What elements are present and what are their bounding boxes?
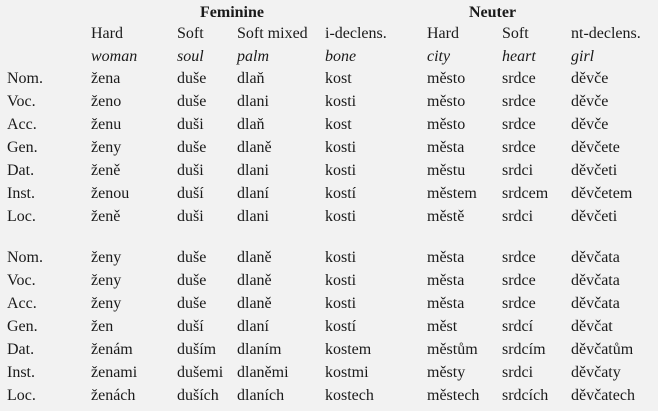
example-word-heading: bone <box>325 48 357 65</box>
plural-form-cell: duších <box>177 387 219 404</box>
singular-case-label: Voc. <box>7 93 36 110</box>
declension-type-heading: i-declens. <box>325 25 387 42</box>
singular-case-label: Dat. <box>7 162 35 179</box>
declension-type-heading: Soft <box>502 25 529 42</box>
plural-form-cell: dlaních <box>237 387 285 404</box>
group-heading-feminine: Feminine <box>200 4 264 21</box>
plural-form-cell: ženách <box>91 387 136 404</box>
singular-case-label: Inst. <box>7 185 35 202</box>
plural-form-cell: města <box>427 295 465 312</box>
plural-form-cell: duším <box>177 341 217 358</box>
singular-form-cell: město <box>427 93 466 110</box>
singular-case-label: Acc. <box>7 116 37 133</box>
singular-form-cell: ženu <box>91 116 122 133</box>
plural-case-label: Inst. <box>7 364 35 381</box>
plural-case-label: Nom. <box>7 249 43 266</box>
singular-form-cell: duší <box>177 185 204 202</box>
singular-form-cell: ženou <box>91 185 130 202</box>
plural-form-cell: městech <box>427 387 480 404</box>
plural-form-cell: duší <box>177 318 204 335</box>
singular-form-cell: srdci <box>502 162 534 179</box>
plural-form-cell: města <box>427 249 465 266</box>
example-word-heading: girl <box>571 48 595 65</box>
singular-form-cell: dlani <box>237 93 269 110</box>
plural-form-cell: ženy <box>91 295 122 312</box>
declension-type-heading: Soft mixed <box>237 25 308 42</box>
singular-form-cell: města <box>427 139 465 156</box>
example-word-heading: heart <box>502 48 536 65</box>
plural-form-cell: ženy <box>91 272 122 289</box>
plural-form-cell: dlaně <box>237 249 272 266</box>
singular-form-cell: duše <box>177 93 207 110</box>
singular-form-cell: dlaň <box>237 116 265 133</box>
singular-form-cell: kost <box>325 70 352 87</box>
singular-form-cell: dlaně <box>237 139 272 156</box>
plural-form-cell: děvčaty <box>571 364 621 381</box>
plural-form-cell: kosti <box>325 249 357 266</box>
singular-form-cell: děvčetem <box>571 185 633 202</box>
declension-type-heading: Hard <box>91 25 123 42</box>
singular-form-cell: kosti <box>325 139 357 156</box>
plural-form-cell: srdce <box>502 295 536 312</box>
singular-form-cell: městě <box>427 208 465 225</box>
plural-case-label: Gen. <box>7 318 38 335</box>
plural-form-cell: děvčata <box>571 272 620 289</box>
singular-form-cell: kosti <box>325 208 357 225</box>
plural-form-cell: děvčat <box>571 318 613 335</box>
group-heading-neuter: Neuter <box>469 4 517 21</box>
plural-form-cell: srdce <box>502 249 536 266</box>
singular-form-cell: ženě <box>91 208 121 225</box>
singular-form-cell: děvče <box>571 116 609 133</box>
plural-form-cell: kosti <box>325 272 357 289</box>
singular-form-cell: duši <box>177 208 204 225</box>
singular-case-label: Nom. <box>7 70 43 87</box>
singular-form-cell: děvče <box>571 93 609 110</box>
singular-form-cell: žena <box>91 70 121 87</box>
plural-form-cell: srdcích <box>502 387 549 404</box>
singular-form-cell: duše <box>177 70 207 87</box>
singular-form-cell: děvčeti <box>571 162 618 179</box>
singular-form-cell: kost <box>325 116 352 133</box>
singular-form-cell: srdcem <box>502 185 549 202</box>
singular-form-cell: děvče <box>571 70 609 87</box>
plural-form-cell: kostem <box>325 341 372 358</box>
singular-form-cell: srdce <box>502 116 536 133</box>
plural-form-cell: srdcí <box>502 318 534 335</box>
plural-form-cell: děvčata <box>571 249 620 266</box>
singular-form-cell: město <box>427 116 466 133</box>
plural-form-cell: duše <box>177 249 207 266</box>
plural-form-cell: duše <box>177 272 207 289</box>
plural-form-cell: dlaněmi <box>237 364 289 381</box>
singular-form-cell: dlani <box>237 208 269 225</box>
plural-form-cell: ženám <box>91 341 133 358</box>
plural-form-cell: dušemi <box>177 364 224 381</box>
plural-form-cell: děvčata <box>571 295 620 312</box>
example-word-heading: palm <box>237 48 269 65</box>
singular-form-cell: město <box>427 70 466 87</box>
singular-form-cell: kosti <box>325 93 357 110</box>
plural-case-label: Dat. <box>7 341 35 358</box>
singular-form-cell: městu <box>427 162 466 179</box>
example-word-heading: woman <box>91 48 138 65</box>
singular-form-cell: srdce <box>502 139 536 156</box>
singular-case-label: Loc. <box>7 208 36 225</box>
singular-form-cell: ženy <box>91 139 122 156</box>
plural-case-label: Loc. <box>7 387 36 404</box>
plural-form-cell: kosti <box>325 295 357 312</box>
plural-form-cell: kostmi <box>325 364 369 381</box>
declension-type-heading: Soft <box>177 25 204 42</box>
declension-type-heading: Hard <box>427 25 459 42</box>
singular-form-cell: duši <box>177 162 204 179</box>
singular-form-cell: děvčeti <box>571 208 618 225</box>
plural-form-cell: měst <box>427 318 458 335</box>
singular-form-cell: srdce <box>502 70 536 87</box>
singular-form-cell: kosti <box>325 162 357 179</box>
plural-case-label: Acc. <box>7 295 37 312</box>
plural-form-cell: dlaně <box>237 295 272 312</box>
plural-form-cell: děvčatech <box>571 387 635 404</box>
declension-type-heading: nt-declens. <box>571 25 641 42</box>
singular-form-cell: ženě <box>91 162 121 179</box>
singular-form-cell: duše <box>177 139 207 156</box>
singular-form-cell: dlaň <box>237 70 265 87</box>
plural-form-cell: dlaním <box>237 341 282 358</box>
plural-form-cell: duše <box>177 295 207 312</box>
plural-form-cell: městům <box>427 341 478 358</box>
singular-form-cell: děvčete <box>571 139 620 156</box>
singular-form-cell: kostí <box>325 185 357 202</box>
plural-form-cell: žen <box>91 318 114 335</box>
plural-form-cell: dlaní <box>237 318 269 335</box>
plural-form-cell: děvčatům <box>571 341 634 358</box>
singular-form-cell: srdci <box>502 208 534 225</box>
singular-form-cell: dlani <box>237 162 269 179</box>
singular-form-cell: srdce <box>502 93 536 110</box>
plural-case-label: Voc. <box>7 272 36 289</box>
singular-case-label: Gen. <box>7 139 38 156</box>
singular-form-cell: duši <box>177 116 204 133</box>
example-word-heading: city <box>427 48 451 65</box>
plural-form-cell: městy <box>427 364 466 381</box>
plural-form-cell: kostech <box>325 387 374 404</box>
plural-form-cell: srdce <box>502 272 536 289</box>
singular-form-cell: ženo <box>91 93 122 110</box>
plural-form-cell: srdcím <box>502 341 546 358</box>
plural-form-cell: srdci <box>502 364 534 381</box>
singular-form-cell: dlaní <box>237 185 269 202</box>
plural-form-cell: dlaně <box>237 272 272 289</box>
example-word-heading: soul <box>177 48 204 65</box>
singular-form-cell: městem <box>427 185 477 202</box>
plural-form-cell: ženy <box>91 249 122 266</box>
plural-form-cell: ženami <box>91 364 138 381</box>
plural-form-cell: kostí <box>325 318 357 335</box>
plural-form-cell: města <box>427 272 465 289</box>
